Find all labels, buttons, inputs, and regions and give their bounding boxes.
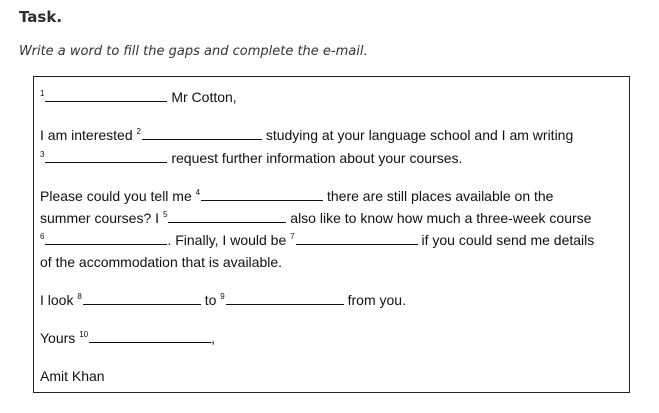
text-segment: studying at your language school and I am writing [265,127,574,143]
text-segment: I look [40,292,74,308]
task-title: Task. [19,8,63,26]
email-line-4 [40,187,553,208]
text-segment: also like to know how much a three-week course [290,210,592,226]
text-segment: to [204,292,217,308]
email-line-2 [40,126,573,147]
email-line-7 [40,253,282,271]
gap-blank-9[interactable] [226,291,344,305]
gap-blank-1[interactable] [45,88,167,102]
gap-number: 5 [162,210,168,219]
gap-number: 1 [40,89,45,98]
gap-number: 7 [290,232,295,241]
gap-blank-2[interactable] [142,126,262,140]
text-segment: Please could you tell me [40,188,192,204]
task-instruction: Write a word to fill the gaps and complete the e-mail. [19,44,368,59]
text-segment: if you could send me details [421,232,595,248]
gap-number: 9 [220,292,225,301]
text-segment: request further information about your courses. [171,150,463,166]
gap-blank-6[interactable] [45,231,167,245]
gap-blank-3[interactable] [45,149,167,163]
email-line-5 [40,209,591,230]
text-segment: . Finally, I would be [167,232,287,248]
email-signature: Amit Khan [40,368,105,384]
gap-blank-10[interactable] [89,329,211,343]
email-line-greeting [40,88,237,109]
greeting-text: Mr Cotton, [171,89,237,105]
text-segment: , [211,330,215,346]
gap-number: 6 [40,232,45,241]
gap-number: 10 [79,330,89,339]
gap-blank-7[interactable] [296,231,418,245]
text-segment: I am interested [40,127,133,143]
gap-blank-8[interactable] [83,291,201,305]
email-line-closing [40,329,215,350]
email-line-3 [40,149,462,170]
email-line-8 [40,291,406,312]
gap-blank-4[interactable] [201,187,323,201]
text-segment: of the accommodation that is available. [40,254,283,270]
gap-number: 4 [195,188,201,197]
email-line-6 [40,231,594,252]
text-segment: Yours [40,330,76,346]
text-segment: there are still places available on the [327,188,554,204]
gap-number: 8 [77,292,82,301]
text-segment: from you. [347,292,406,308]
gap-number: 3 [40,150,45,159]
gap-number: 2 [136,127,141,136]
gap-blank-5[interactable] [168,209,286,223]
text-segment: summer courses? I [40,210,160,226]
